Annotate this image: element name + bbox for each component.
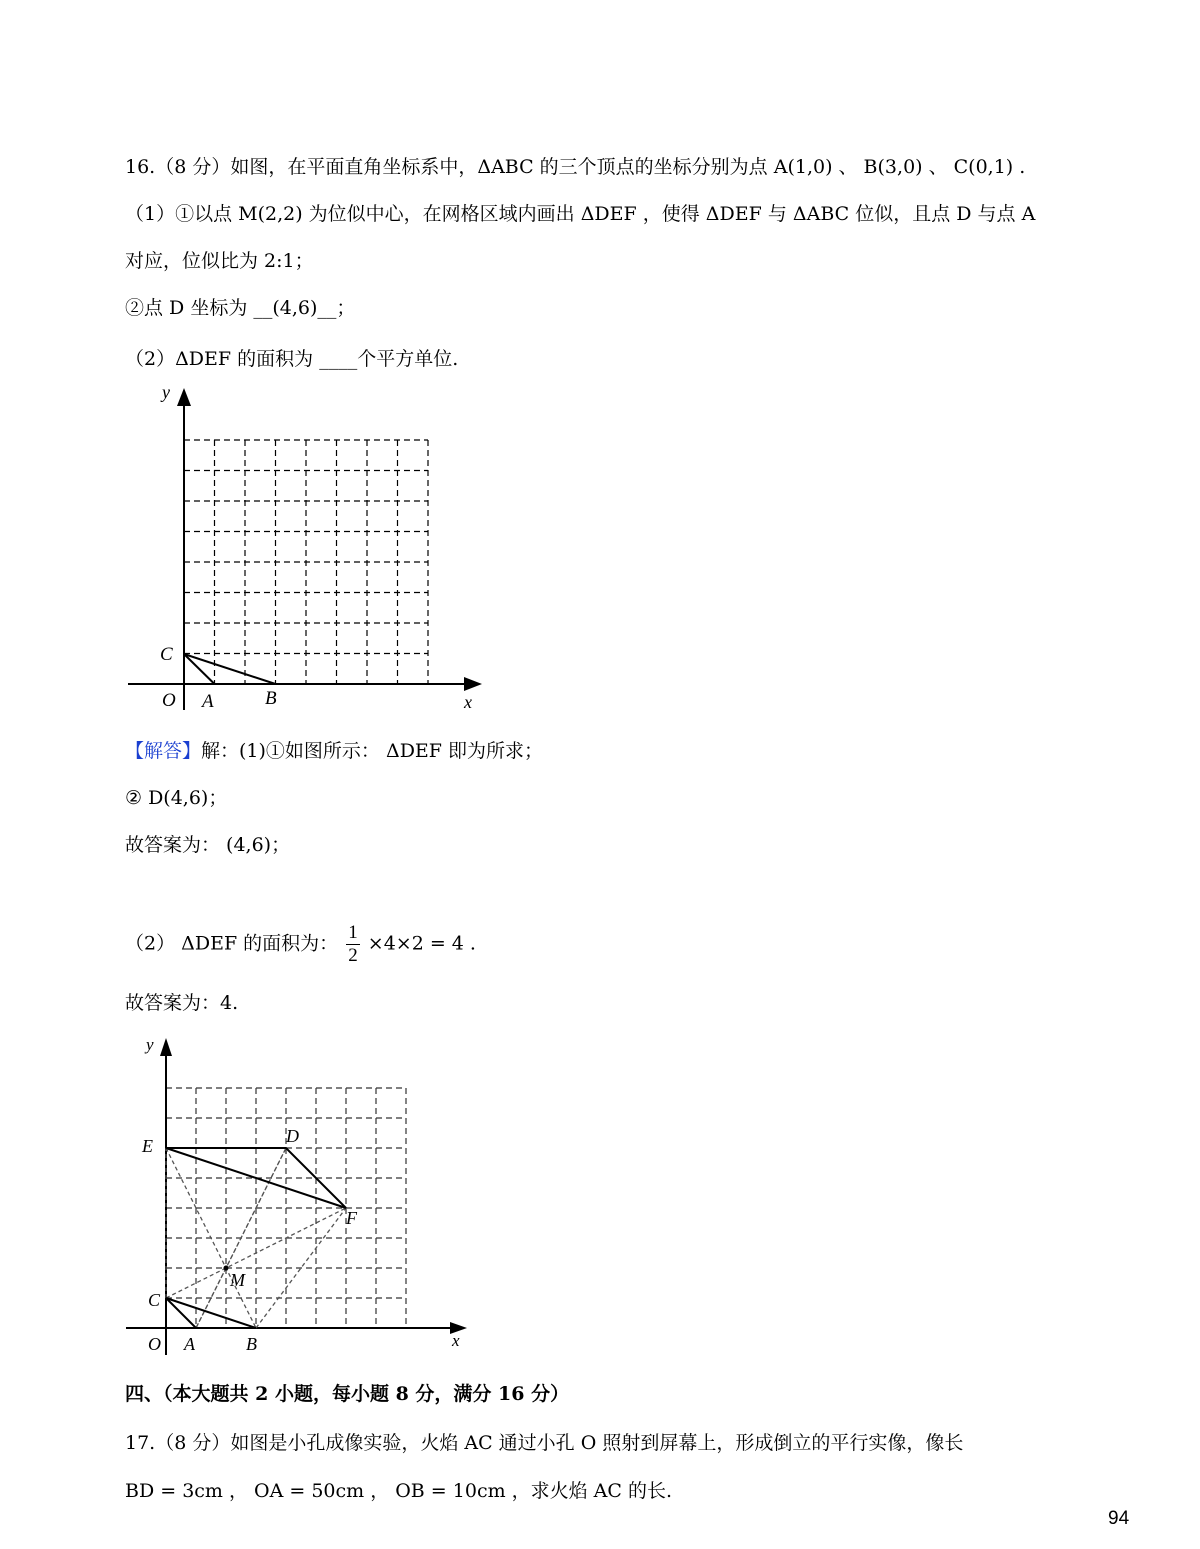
fraction-denominator: 2: [348, 945, 358, 966]
label-b: B: [265, 688, 277, 709]
answer-line-4-end: ×4×2 = 4 .: [367, 932, 476, 955]
center-point-m: [224, 1266, 229, 1271]
q16-line-5-text: （2）ΔDEF 的面积为: [125, 348, 320, 370]
page-number: 94: [1108, 1508, 1130, 1529]
answer-line-1: [125, 738, 543, 764]
y-axis-label: y: [146, 1035, 154, 1054]
section-4-heading: 四、（本大题共 2 小题，每小题 8 分，满分 16 分）: [125, 1383, 570, 1405]
label-o: O: [148, 1334, 161, 1354]
figure-1-grid: [120, 380, 490, 720]
label-d: D: [286, 1126, 299, 1146]
q16-line-2: （1）①以点 M(2,2) 为位似中心，在网格区域内画出 ΔDEF ，使得 ΔDEF 与 ΔABC 位似，且点 D 与点 A: [125, 203, 1036, 225]
label-m: M: [230, 1270, 245, 1290]
triangle-abc: [166, 1298, 256, 1328]
q16-answer-blank-1: __(4,6)__: [253, 297, 337, 319]
answer-tag: 【解答】: [125, 740, 202, 762]
answer-line-3: 故答案为： (4,6)；: [125, 834, 291, 856]
x-axis-arrow-icon: [464, 677, 482, 691]
figure-2-solution: [120, 1030, 490, 1360]
q17-line-1: 17.（8 分）如图是小孔成像实验，火焰 AC 通过小孔 O 照射到屏幕上，形成倒立的平行实像，像长: [125, 1432, 964, 1454]
label-e: E: [142, 1136, 153, 1156]
answer-line-1-text: 解：(1)①如图所示： ΔDEF 即为所求；: [201, 740, 544, 762]
answer-line-2: ② D(4,6)；: [125, 787, 228, 809]
q17-line-2: BD = 3cm ， OA = 50cm ， OB = 10cm ，求火焰 AC 的长.: [125, 1480, 673, 1502]
q16-line-4-end: ；: [336, 297, 356, 319]
segment-cb: [184, 654, 276, 684]
q16-line-4: [125, 295, 355, 321]
q16-line-1: 16.（8 分）如图，在平面直角坐标系中，ΔABC 的三个顶点的坐标分别为点 A(1,0) 、 B(3,0) 、 C(0,1) .: [125, 156, 1026, 178]
answer-line-5: 故答案为：4.: [125, 992, 239, 1014]
x-axis-label: x: [464, 692, 472, 712]
q16-line-5: [125, 346, 458, 372]
q16-line-5-end: 个平方单位.: [357, 348, 459, 370]
label-a: A: [184, 1334, 195, 1354]
q16-answer-blank-2: ____: [319, 348, 358, 370]
answer-line-4: [125, 922, 476, 967]
fraction-one-half: [346, 922, 360, 967]
answer-line-4-text: （2） ΔDEF 的面积为：: [125, 932, 339, 955]
y-axis-label: y: [162, 382, 170, 402]
label-a: A: [202, 691, 214, 712]
label-f: F: [346, 1208, 357, 1228]
label-o: O: [162, 690, 176, 711]
label-c: C: [148, 1290, 161, 1310]
q16-line-3: 对应，位似比为 2:1；: [125, 250, 314, 272]
label-b: B: [246, 1334, 257, 1354]
label-c: C: [160, 644, 173, 665]
fraction-numerator: 1: [348, 922, 358, 943]
x-axis-label: x: [452, 1331, 460, 1350]
y-axis-arrow-icon: [160, 1038, 172, 1056]
y-axis-arrow-icon: [177, 388, 191, 406]
q16-line-4-text: ②点 D 坐标为: [125, 297, 254, 319]
